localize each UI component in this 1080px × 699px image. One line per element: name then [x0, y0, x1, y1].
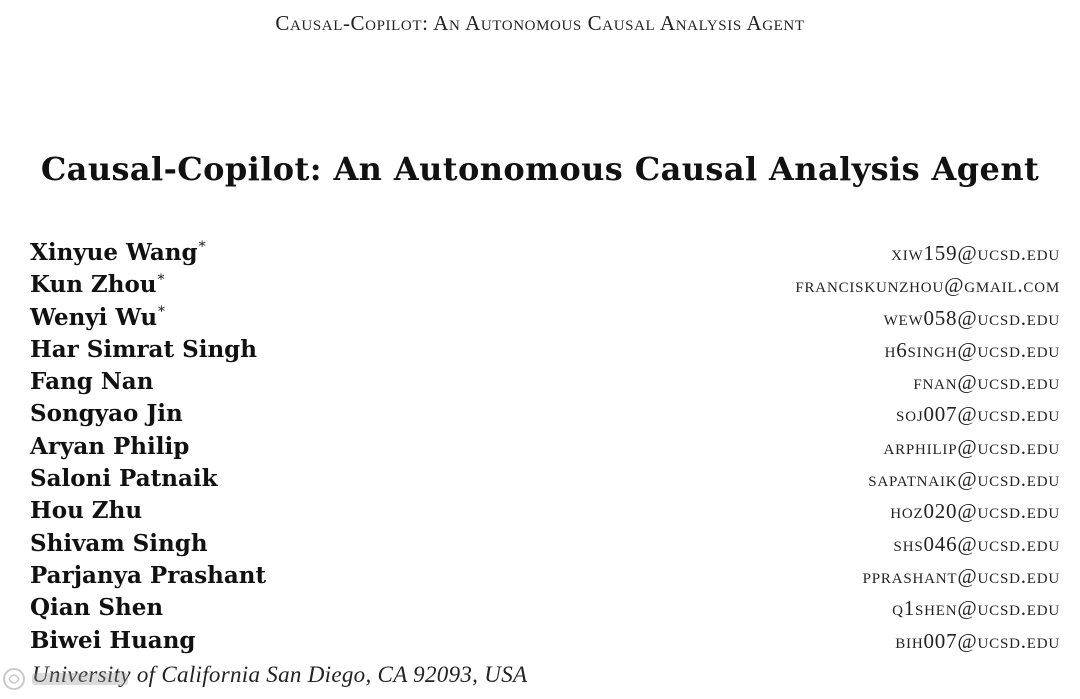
author-name: Hou Zhu	[30, 497, 143, 525]
author-email[interactable]: soj007@ucsd.edu	[896, 402, 1060, 427]
author-email[interactable]: xiw159@ucsd.edu	[891, 241, 1060, 265]
author-email[interactable]: h6singh@ucsd.edu	[884, 337, 1060, 362]
author-name: Kun Zhou*	[30, 271, 165, 299]
affiliation: University of California San Diego, CA 92093, USA	[32, 662, 528, 687]
author-row	[30, 271, 1060, 303]
author-row	[30, 400, 1060, 432]
author-email[interactable]: hoz020@ucsd.edu	[890, 499, 1060, 524]
author-row	[30, 239, 1060, 271]
running-header: Causal-Copilot: An Autonomous Causal Analysis Agent	[275, 11, 805, 35]
author-email[interactable]: fnan@ucsd.edu	[913, 370, 1060, 395]
author-name: Har Simrat Singh	[30, 335, 257, 363]
author-row	[30, 562, 1060, 594]
author-name: Aryan Philip	[30, 432, 190, 460]
equal-contribution-mark: *	[158, 303, 166, 320]
author-name: Xinyue Wang*	[30, 239, 206, 266]
author-email[interactable]: franciskunzhou@gmail.com	[795, 273, 1060, 298]
author-email[interactable]: wew058@ucsd.edu	[883, 305, 1060, 330]
author-name: Shivam Singh	[30, 529, 208, 557]
author-name: Wenyi Wu*	[30, 303, 166, 331]
author-row	[30, 530, 1060, 562]
author-row	[30, 627, 1060, 659]
author-email[interactable]: sapatnaik@ucsd.edu	[868, 467, 1060, 492]
author-name: Qian Shen	[30, 594, 164, 622]
author-row	[30, 304, 1060, 336]
author-name: Saloni Patnaik	[30, 465, 218, 493]
author-row	[30, 497, 1060, 529]
author-name: Songyao Jin	[30, 400, 183, 428]
paper-title: Causal-Copilot: An Autonomous Causal Analysis Agent	[40, 150, 1040, 188]
author-row	[30, 465, 1060, 497]
author-email[interactable]: bih007@ucsd.edu	[895, 628, 1060, 653]
equal-contribution-mark: *	[198, 239, 206, 256]
author-email[interactable]: pprashant@ucsd.edu	[862, 563, 1060, 588]
author-name: Fang Nan	[30, 368, 154, 396]
author-row	[30, 594, 1060, 626]
author-email[interactable]: arphilip@ucsd.edu	[883, 434, 1060, 459]
author-row	[30, 368, 1060, 400]
author-name: Biwei Huang	[30, 626, 196, 654]
equal-contribution-mark: *	[157, 271, 165, 288]
author-email[interactable]: shs046@ucsd.edu	[893, 531, 1060, 556]
author-name: Parjanya Prashant	[30, 561, 267, 589]
author-row	[30, 336, 1060, 368]
author-list	[30, 239, 1060, 659]
author-row	[30, 433, 1060, 465]
author-email[interactable]: q1shen@ucsd.edu	[892, 596, 1060, 621]
